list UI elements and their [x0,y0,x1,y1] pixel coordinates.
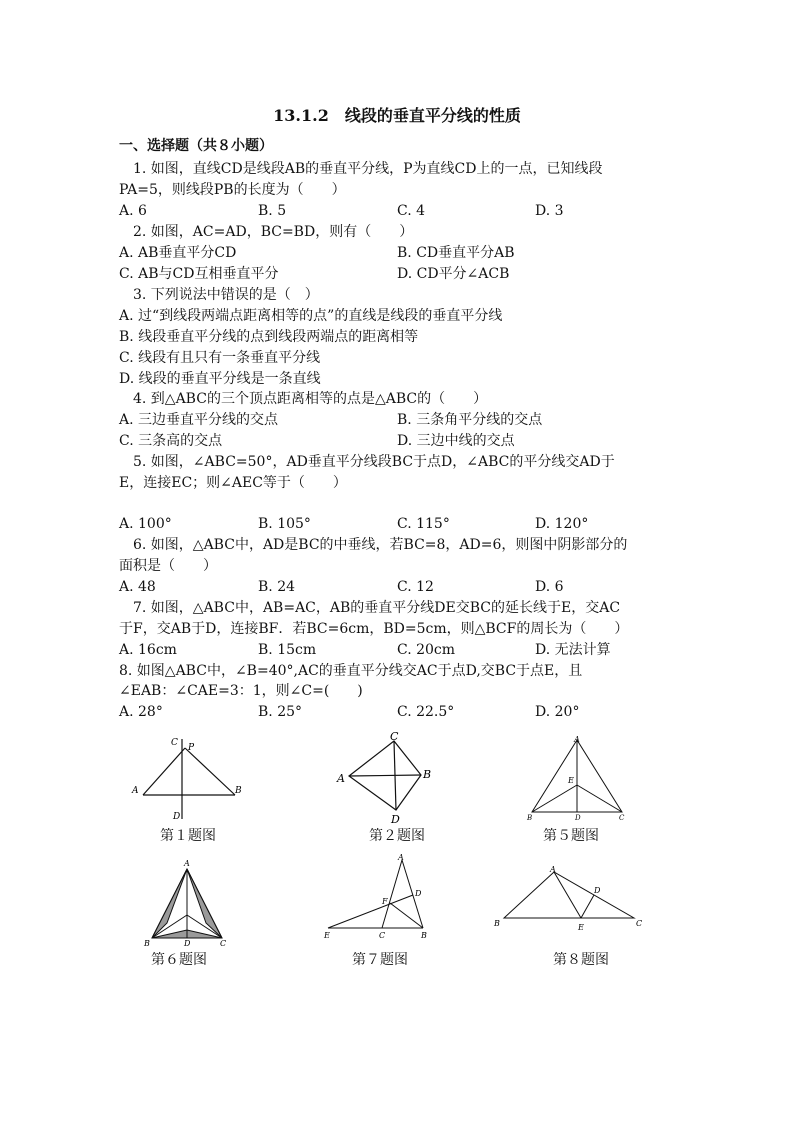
fig6-label-b: B [144,939,150,948]
fig6-label-d: D [184,939,191,948]
fig7-line-ed [328,895,413,928]
fig8-label-b: B [494,919,500,928]
figure-1 [125,733,255,823]
q4-option-b: B. 三条角平分线的交点 [397,412,543,428]
q6-option-c: C. 12 [397,579,434,595]
q8-option-b: B. 25° [258,704,303,720]
section-heading: 一、选择题（共８小题） [119,138,273,154]
figure-7 [318,848,438,948]
q8-line2: ∠EAB：∠CAE=3：1，则∠C=( ) [119,683,363,699]
q4-option-c: C. 三条高的交点 [119,433,223,449]
fig2-line-ab [349,775,421,776]
q8-option-c: C. 22.5° [397,704,455,720]
fig5-label-a: A [574,735,580,744]
fig7-caption: 第７题图 [352,952,408,968]
fig1-line-pb [185,748,235,795]
q8-option-a: A. 28° [119,704,163,720]
q7-line1: 7. 如图，△ABC中，AB=AC，AB的垂直平分线DE交BC的延长线于E，交AC [119,600,621,616]
q5-line2: E，连接EC；则∠AEC等于（ ） [119,475,347,491]
q1-option-d: D. 3 [535,203,564,219]
q3-option-b: B. 线段垂直平分线的点到线段两端点的距离相等 [119,329,419,345]
fig8-triangle-abc [504,872,634,918]
fig8-label-c: C [636,919,643,928]
fig8-line-ae [554,872,581,918]
fig1-line-pa [143,748,185,795]
fig1-label-d: D [173,812,181,822]
q7-option-d: D. 无法计算 [535,642,611,658]
fig5-label-c: C [619,814,625,822]
page-title: 13.1.2 线段的垂直平分线的性质 [273,106,521,125]
q6-option-a: A. 48 [119,579,156,595]
figure-8 [490,858,650,933]
q5-line1: 5. 如图，∠ABC=50°，AD垂直平分线段BC于点D，∠ABC的平分线交AD于 [119,454,615,470]
q1-line1: 1. 如图，直线CD是线段AB的垂直平分线，P为直线CD上的一点，已知线段 [119,161,603,177]
q1-line2: PA=5，则线段PB的长度为（ ） [119,182,346,198]
q7-option-c: C. 20cm [397,642,456,658]
fig6-caption: 第６题图 [151,952,207,968]
fig7-label-e: E [324,931,330,940]
fig7-label-f: F [382,897,388,906]
q2-option-b: B. CD垂直平分AB [397,245,515,261]
q8-option-d: D. 20° [535,704,580,720]
figure-5 [522,734,632,824]
q5-option-b: B. 105° [258,516,311,532]
q6-option-d: D. 6 [535,579,564,595]
fig1-label-c: C [171,738,178,748]
q3-line1: 3. 下列说法中错误的是（ ） [119,287,319,303]
fig2-caption: 第２题图 [369,828,425,844]
q1-option-c: C. 4 [397,203,426,219]
q6-option-b: B. 24 [258,579,296,595]
q7-option-b: B. 15cm [258,642,317,658]
fig2-label-d: D [391,813,400,826]
q7-option-a: A. 16cm [119,642,177,658]
fig2-label-b: B [423,768,432,781]
q6-line2: 面积是（ ） [119,558,217,574]
fig2-label-c: C [390,730,399,743]
fig5-line-ec [577,785,622,812]
fig1-label-a: A [132,786,139,796]
q4-option-a: A. 三边垂直平分线的交点 [119,412,279,428]
q5-option-a: A. 100° [119,516,172,532]
fig7-label-d: D [415,889,422,898]
fig1-caption: 第１题图 [160,828,216,844]
q1-option-a: A. 6 [119,203,147,219]
q4-option-d: D. 三边中线的交点 [397,433,515,449]
q4-line1: 4. 到△ABC的三个顶点距离相等的点是△ABC的（ ） [119,391,488,407]
fig6-label-a: A [184,859,190,868]
fig7-label-b: B [421,931,427,940]
fig2-label-a: A [337,772,345,785]
fig1-label-p: P [188,743,195,753]
q5-option-c: C. 115° [397,516,450,532]
q2-option-d: D. CD平分∠ACB [397,266,510,282]
fig7-line-bf [390,903,423,928]
q3-option-d: D. 线段的垂直平分线是一条直线 [119,371,321,387]
fig5-label-e: E [568,776,574,785]
q2-option-c: C. AB与CD互相垂直平分 [119,266,279,282]
fig8-line-de [581,895,594,918]
fig8-label-d: D [594,886,601,895]
q3-option-a: A. 过“到线段两端点距离相等的点”的直线是线段的垂直平分线 [119,308,503,324]
q6-line1: 6. 如图，△ABC中，AD是BC的中垂线，若BC=8，AD=6，则图中阴影部分的 [119,537,628,553]
q8-line1: 8. 如图△ABC中，∠B=40°,AC的垂直平分线交AC于点D,交BC于点E，且 [119,663,583,679]
fig8-label-a: A [550,865,556,874]
fig8-label-e: E [578,923,584,932]
fig1-label-b: B [235,786,242,796]
fig7-line-ac [382,860,402,928]
fig7-label-a: A [398,853,404,862]
fig7-label-c: C [379,931,386,940]
figure-6 [140,855,235,950]
fig5-line-be [532,785,577,812]
q3-option-c: C. 线段有且只有一条垂直平分线 [119,350,321,366]
q2-line1: 2. 如图，AC=AD，BC=BD，则有（ ） [119,224,414,240]
fig8-caption: 第８题图 [553,952,609,968]
q2-option-a: A. AB垂直平分CD [119,245,237,261]
figure-2 [333,728,443,826]
fig5-caption: 第５题图 [543,828,599,844]
q7-line2: 于F，交AB于D，连接BF．若BC=6cm，BD=5cm，则△BCF的周长为（ ） [119,621,629,637]
q1-option-b: B. 5 [258,203,287,219]
fig5-label-b: B [527,814,533,822]
fig6-label-c: C [220,939,227,948]
q5-option-d: D. 120° [535,516,589,532]
fig5-label-d: D [575,814,581,822]
